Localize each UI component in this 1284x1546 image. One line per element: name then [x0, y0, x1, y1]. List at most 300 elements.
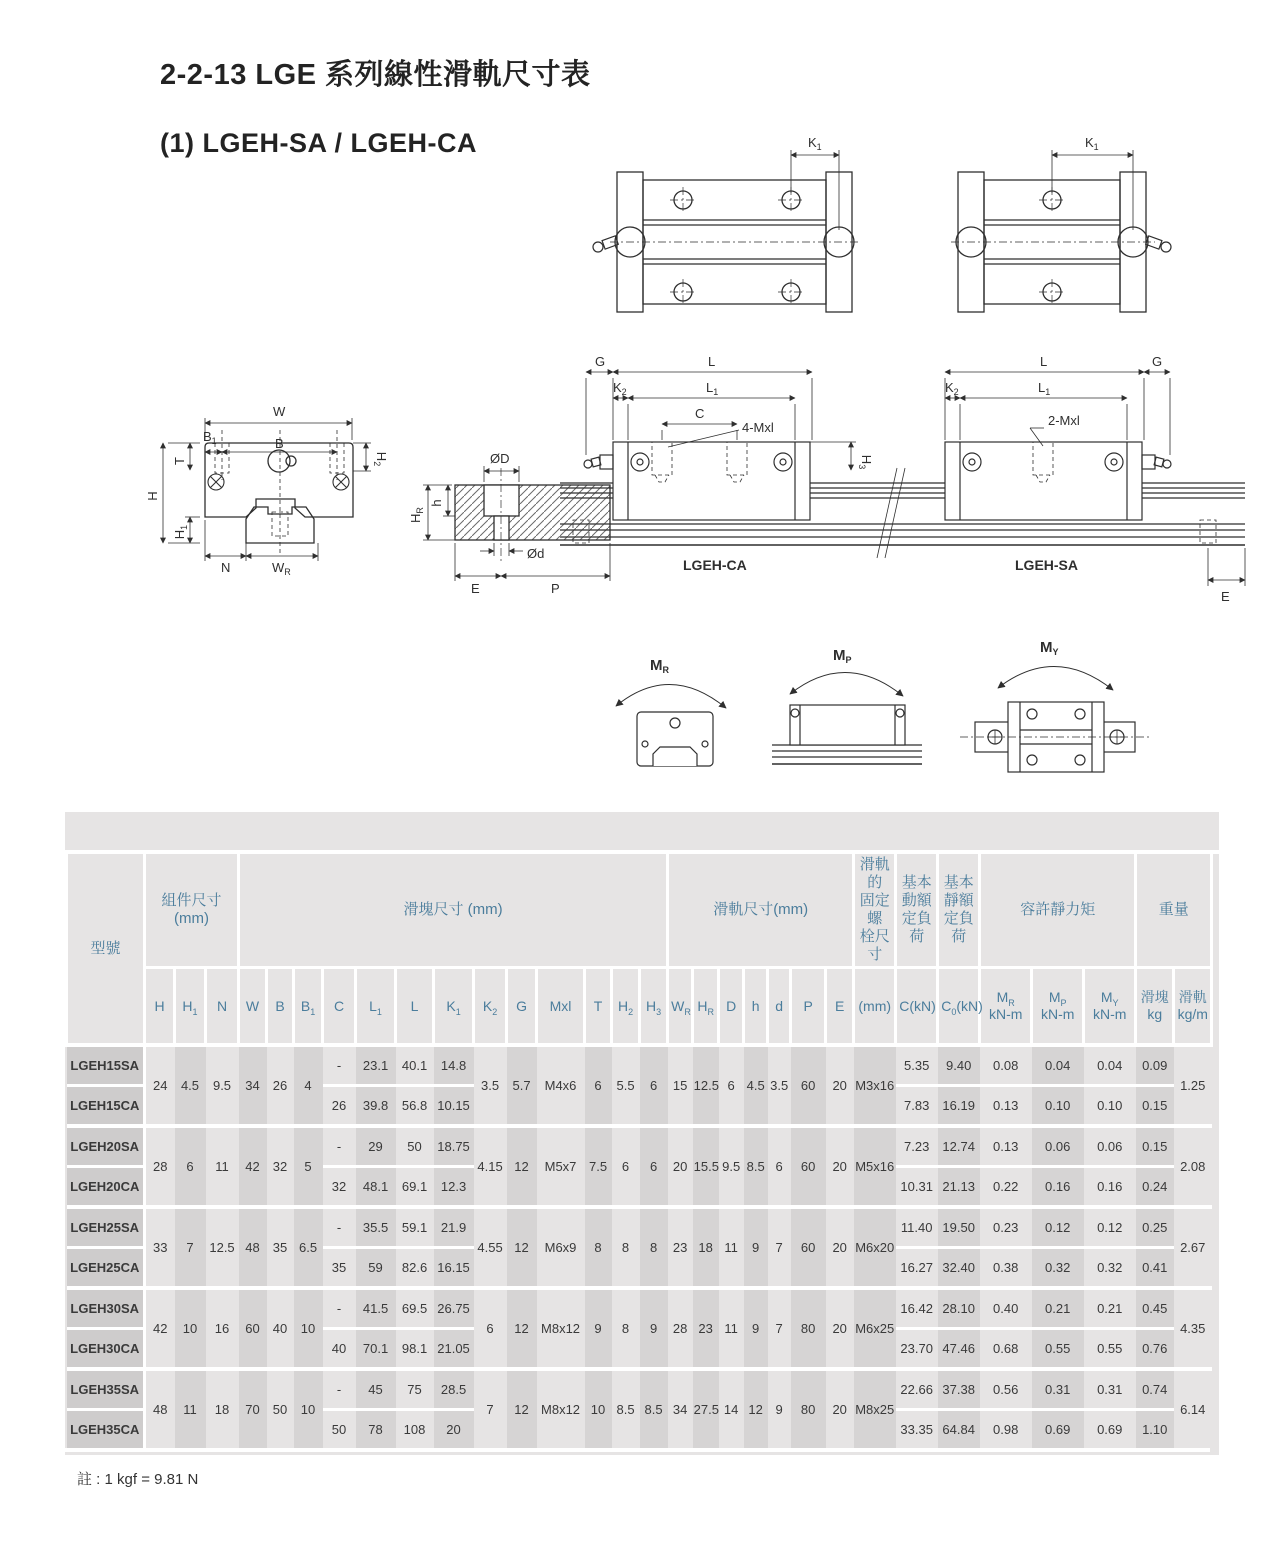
- bolt-label-line1: 滑軌的: [859, 856, 890, 891]
- value-cell-MP: 0.12: [1032, 1207, 1084, 1248]
- side-view-sa-block: [945, 442, 1171, 520]
- dim-label-h: H: [145, 491, 160, 501]
- col-group-weight: 重量: [1136, 854, 1212, 968]
- dim-label-c: C: [695, 406, 705, 421]
- value-cell-H3: 8: [640, 1207, 668, 1288]
- value-cell-C_kN: 33.35: [896, 1410, 938, 1449]
- value-cell-MY: 0.55: [1084, 1329, 1136, 1370]
- bolt-label-line2: 固定螺: [859, 892, 890, 927]
- value-cell-L1: 78: [356, 1410, 396, 1449]
- value-cell-C_kN: 5.35: [896, 1045, 938, 1086]
- value-cell-C: 50: [323, 1410, 356, 1449]
- value-cell-L: 56.8: [396, 1086, 434, 1127]
- value-cell-W: 42: [239, 1126, 267, 1207]
- value-cell-H1: 10: [175, 1288, 206, 1369]
- col-subheader-C_kN: C(kN): [896, 968, 938, 1046]
- value-cell-B1: 10: [294, 1369, 323, 1448]
- value-cell-block_kg: 1.10: [1136, 1410, 1174, 1449]
- value-cell-bolt: M5x16: [854, 1126, 896, 1207]
- model-cell: LGEH15SA: [67, 1045, 145, 1086]
- col-subheader-Mxl: Mxl: [537, 968, 585, 1046]
- model-cell: LGEH20SA: [67, 1126, 145, 1167]
- dim-label-t: T: [172, 457, 187, 465]
- value-cell-H2: 6: [612, 1126, 640, 1207]
- col-subheader-T: T: [585, 968, 612, 1046]
- callout-2mxl: 2-Mxl: [1048, 413, 1080, 428]
- value-cell-C0_kN: 47.46: [938, 1329, 980, 1370]
- value-cell-C0_kN: 37.38: [938, 1369, 980, 1410]
- value-cell-L1: 59: [356, 1248, 396, 1289]
- value-cell-WR: 15: [668, 1045, 693, 1126]
- value-cell-G: 12: [507, 1369, 537, 1448]
- value-cell-G: 12: [507, 1288, 537, 1369]
- value-cell-WR: 34: [668, 1369, 693, 1448]
- value-cell-block_kg: 0.25: [1136, 1207, 1174, 1248]
- value-cell-Mxl: M5x7: [537, 1126, 585, 1207]
- value-cell-B: 32: [267, 1126, 294, 1207]
- value-cell-E: 20: [826, 1288, 854, 1369]
- col-subheader-C0_kN: $C_0(kN)$: [938, 968, 980, 1046]
- model-cell: LGEH30SA: [67, 1288, 145, 1329]
- dim-label-g: G: [595, 354, 606, 369]
- dim-label-p: P: [551, 581, 560, 596]
- col-subheader-N: N: [206, 968, 239, 1046]
- value-cell-C_kN: 7.83: [896, 1086, 938, 1127]
- value-cell-bolt: M3x16: [854, 1045, 896, 1126]
- dim-label-k2: $K_2$: [945, 380, 959, 397]
- value-cell-C_kN: 23.70: [896, 1329, 938, 1370]
- col-subheader-H: H: [145, 968, 175, 1046]
- value-cell-h: 9: [744, 1207, 768, 1288]
- dim-label-dia-d: ØD: [490, 451, 510, 466]
- dim-label-h-depth: h: [429, 499, 444, 507]
- col-subheader-L: L: [396, 968, 434, 1046]
- value-cell-block_kg: 0.41: [1136, 1248, 1174, 1289]
- value-cell-K2: 7: [474, 1369, 507, 1448]
- value-cell-C: -: [323, 1288, 356, 1329]
- table-row: [67, 1288, 1212, 1329]
- model-cell: LGEH25CA: [67, 1248, 145, 1289]
- value-cell-D: 11: [719, 1207, 744, 1288]
- value-cell-C0_kN: 19.50: [938, 1207, 980, 1248]
- model-cell: LGEH30CA: [67, 1329, 145, 1370]
- value-cell-L: 40.1: [396, 1045, 434, 1086]
- value-cell-C0_kN: 16.19: [938, 1086, 980, 1127]
- value-cell-h: 12: [744, 1369, 768, 1448]
- value-cell-MP: 0.04: [1032, 1045, 1084, 1086]
- col-subheader-H2: $H_2$: [612, 968, 640, 1046]
- value-cell-MR: 0.13: [980, 1126, 1032, 1167]
- col-subheader-H1: $H_1$: [175, 968, 206, 1046]
- view-label-sa: LGEH-SA: [1015, 557, 1078, 573]
- value-cell-N: 16: [206, 1288, 239, 1369]
- value-cell-P: 60: [791, 1207, 826, 1288]
- value-cell-E: 20: [826, 1369, 854, 1448]
- value-cell-block_kg: 0.74: [1136, 1369, 1174, 1410]
- value-cell-T: 10: [585, 1369, 612, 1448]
- value-cell-block_kg: 0.24: [1136, 1167, 1174, 1208]
- value-cell-MR: 0.13: [980, 1086, 1032, 1127]
- value-cell-MR: 0.56: [980, 1369, 1032, 1410]
- value-cell-C_kN: 22.66: [896, 1369, 938, 1410]
- value-cell-WR: 28: [668, 1288, 693, 1369]
- value-cell-bolt: M8x25: [854, 1369, 896, 1448]
- col-subheader-MR: $M_R$ kN-m: [980, 968, 1032, 1046]
- value-cell-C_kN: 16.42: [896, 1288, 938, 1329]
- model-cell: LGEH35SA: [67, 1369, 145, 1410]
- value-cell-C: 35: [323, 1248, 356, 1289]
- value-cell-K1: 20: [434, 1410, 474, 1449]
- value-cell-H: 24: [145, 1045, 175, 1126]
- col-subheader-h: h: [744, 968, 768, 1046]
- value-cell-MP: 0.32: [1032, 1248, 1084, 1289]
- moment-mp-diagram: [772, 647, 922, 764]
- table-top-strip: [65, 812, 1219, 850]
- col-subheader-bolt: (mm): [854, 968, 896, 1046]
- moment-label-mr: $M_R$: [650, 657, 669, 675]
- value-cell-C0_kN: 12.74: [938, 1126, 980, 1167]
- value-cell-MY: 0.69: [1084, 1410, 1136, 1449]
- value-cell-H3: 8.5: [640, 1369, 668, 1448]
- value-cell-block_kg: 0.15: [1136, 1126, 1174, 1167]
- value-cell-d: 7: [768, 1207, 791, 1288]
- col-subheader-E: E: [826, 968, 854, 1046]
- grease-nipple-icon: [1142, 455, 1171, 469]
- value-cell-K1: 26.75: [434, 1288, 474, 1329]
- col-subheader-block_kg: 滑塊 kg: [1136, 968, 1174, 1046]
- grease-nipple-icon: [584, 455, 613, 469]
- value-cell-L: 69.5: [396, 1288, 434, 1329]
- static-label-line2: 靜額: [943, 892, 974, 909]
- view-label-ca: LGEH-CA: [683, 557, 747, 573]
- table-row: [67, 1369, 1212, 1410]
- value-cell-MY: 0.32: [1084, 1248, 1136, 1289]
- value-cell-MR: 0.38: [980, 1248, 1032, 1289]
- footnote: 註 : 1 kgf = 9.81 N: [77, 1471, 199, 1488]
- moment-my-diagram: [960, 639, 1150, 772]
- dim-label-h3: $H_3$: [857, 454, 874, 470]
- col-subheader-MY: $M_Y$ kN-m: [1084, 968, 1136, 1046]
- value-cell-L: 98.1: [396, 1329, 434, 1370]
- value-cell-H2: 8: [612, 1207, 640, 1288]
- col-subheader-HR: $H_R$: [693, 968, 719, 1046]
- value-cell-B: 26: [267, 1045, 294, 1126]
- value-cell-C_kN: 10.31: [896, 1167, 938, 1208]
- value-cell-B1: 5: [294, 1126, 323, 1207]
- dim-label-wr: $W_R$: [272, 560, 291, 577]
- side-screw-icon: [208, 474, 349, 490]
- table-row: [67, 1045, 1212, 1086]
- dim-label-k1: $K_1$: [808, 135, 822, 152]
- value-cell-C0_kN: 28.10: [938, 1288, 980, 1329]
- value-cell-K1: 18.75: [434, 1126, 474, 1167]
- value-cell-MY: 0.31: [1084, 1369, 1136, 1410]
- value-cell-block_kg: 0.45: [1136, 1288, 1174, 1329]
- table-row: [67, 1207, 1212, 1248]
- value-cell-L: 69.1: [396, 1167, 434, 1208]
- value-cell-H2: 8: [612, 1288, 640, 1369]
- col-subheader-WR: $W_R$: [668, 968, 693, 1046]
- static-label-line3: 定負荷: [943, 910, 974, 945]
- value-cell-E: 20: [826, 1207, 854, 1288]
- value-cell-K1: 12.3: [434, 1167, 474, 1208]
- value-cell-C: 26: [323, 1086, 356, 1127]
- value-cell-P: 80: [791, 1288, 826, 1369]
- value-cell-L1: 29: [356, 1126, 396, 1167]
- table-body: [67, 1045, 1212, 1448]
- value-cell-rail_kg_m: 1.25: [1174, 1045, 1212, 1126]
- value-cell-K2: 4.55: [474, 1207, 507, 1288]
- value-cell-MP: 0.06: [1032, 1126, 1084, 1167]
- value-cell-D: 11: [719, 1288, 744, 1369]
- value-cell-W: 48: [239, 1207, 267, 1288]
- value-cell-Mxl: M8x12: [537, 1288, 585, 1369]
- dimension-table: [65, 854, 1213, 1448]
- bolt-label-line3: 栓尺寸: [859, 928, 890, 963]
- col-subheader-C: C: [323, 968, 356, 1046]
- value-cell-rail_kg_m: 6.14: [1174, 1369, 1212, 1448]
- spec-table-container: [65, 812, 1219, 1488]
- value-cell-H3: 6: [640, 1126, 668, 1207]
- value-cell-L: 50: [396, 1126, 434, 1167]
- value-cell-WR: 20: [668, 1126, 693, 1207]
- value-cell-C0_kN: 32.40: [938, 1248, 980, 1289]
- col-group-static-load: [938, 854, 980, 968]
- col-group-bolt: [854, 854, 896, 968]
- value-cell-D: 14: [719, 1369, 744, 1448]
- col-subheader-K2: $K_2$: [474, 968, 507, 1046]
- value-cell-d: 7: [768, 1288, 791, 1369]
- value-cell-K1: 28.5: [434, 1369, 474, 1410]
- value-cell-L: 59.1: [396, 1207, 434, 1248]
- value-cell-L1: 39.8: [356, 1086, 396, 1127]
- value-cell-MY: 0.04: [1084, 1045, 1136, 1086]
- col-subheader-B: B: [267, 968, 294, 1046]
- value-cell-MY: 0.21: [1084, 1288, 1136, 1329]
- dim-label-h2: $H_2$: [372, 451, 389, 467]
- value-cell-H1: 4.5: [175, 1045, 206, 1126]
- value-cell-L1: 48.1: [356, 1167, 396, 1208]
- dim-label-k1: $K_1$: [1085, 135, 1099, 152]
- value-cell-MY: 0.10: [1084, 1086, 1136, 1127]
- value-cell-HR: 23: [693, 1288, 719, 1369]
- dim-label-l: L: [1040, 354, 1048, 369]
- value-cell-W: 70: [239, 1369, 267, 1448]
- value-cell-h: 9: [744, 1288, 768, 1369]
- value-cell-MP: 0.69: [1032, 1410, 1084, 1449]
- value-cell-C: -: [323, 1045, 356, 1086]
- dim-label-dia-d-small: Ød: [527, 546, 545, 561]
- assembly-label-line2: (mm): [174, 910, 209, 927]
- value-cell-WR: 23: [668, 1207, 693, 1288]
- table-bottom-rule: [65, 1448, 1210, 1452]
- value-cell-E: 20: [826, 1126, 854, 1207]
- col-subheader-d: d: [768, 968, 791, 1046]
- value-cell-H: 28: [145, 1126, 175, 1207]
- value-cell-P: 60: [791, 1045, 826, 1126]
- value-cell-N: 12.5: [206, 1207, 239, 1288]
- col-subheader-H3: $H_3$: [640, 968, 668, 1046]
- value-cell-N: 11: [206, 1126, 239, 1207]
- value-cell-L: 75: [396, 1369, 434, 1410]
- section-subtitle: (1) LGEH-SA / LGEH-CA: [160, 128, 477, 158]
- value-cell-B1: 4: [294, 1045, 323, 1126]
- value-cell-MR: 0.23: [980, 1207, 1032, 1248]
- value-cell-T: 9: [585, 1288, 612, 1369]
- dim-label-h1: $H_1$: [172, 524, 189, 540]
- value-cell-G: 12: [507, 1207, 537, 1288]
- col-subheader-P: P: [791, 968, 826, 1046]
- value-cell-MP: 0.10: [1032, 1086, 1084, 1127]
- col-header-model: 型號: [67, 854, 145, 1045]
- dim-label-e: E: [471, 581, 480, 596]
- value-cell-L1: 45: [356, 1369, 396, 1410]
- side-view-rail: [560, 354, 1245, 604]
- value-cell-C0_kN: 64.84: [938, 1410, 980, 1449]
- value-cell-C: -: [323, 1207, 356, 1248]
- dim-label-b: B: [275, 436, 284, 451]
- model-cell: LGEH20CA: [67, 1167, 145, 1208]
- value-cell-K2: 4.15: [474, 1126, 507, 1207]
- col-group-block: 滑塊尺寸 (mm): [239, 854, 668, 968]
- model-cell: LGEH15CA: [67, 1086, 145, 1127]
- dim-label-g: G: [1152, 354, 1163, 369]
- value-cell-block_kg: 0.76: [1136, 1329, 1174, 1370]
- value-cell-H1: 7: [175, 1207, 206, 1288]
- value-cell-block_kg: 0.09: [1136, 1045, 1174, 1086]
- value-cell-B: 40: [267, 1288, 294, 1369]
- moment-label-my: $M_Y$: [1040, 639, 1059, 657]
- page-title: 2-2-13 LGE 系列線性滑軌尺寸表: [160, 59, 591, 91]
- value-cell-d: 6: [768, 1126, 791, 1207]
- value-cell-MR: 0.40: [980, 1288, 1032, 1329]
- grease-nipple-icon: [1146, 236, 1171, 252]
- col-subheader-D: D: [719, 968, 744, 1046]
- dim-label-l: L: [708, 354, 716, 369]
- value-cell-MP: 0.16: [1032, 1167, 1084, 1208]
- value-cell-MR: 0.98: [980, 1410, 1032, 1449]
- value-cell-P: 80: [791, 1369, 826, 1448]
- dim-label-l1: $L_1$: [706, 380, 719, 397]
- value-cell-N: 9.5: [206, 1045, 239, 1126]
- value-cell-C: -: [323, 1369, 356, 1410]
- value-cell-rail_kg_m: 2.08: [1174, 1126, 1212, 1207]
- static-label-line1: 基本: [943, 874, 974, 891]
- value-cell-HR: 27.5: [693, 1369, 719, 1448]
- value-cell-C0_kN: 9.40: [938, 1045, 980, 1086]
- value-cell-MP: 0.55: [1032, 1329, 1084, 1370]
- value-cell-H3: 9: [640, 1288, 668, 1369]
- col-subheader-G: G: [507, 968, 537, 1046]
- value-cell-C_kN: 11.40: [896, 1207, 938, 1248]
- dim-label-e: E: [1221, 589, 1230, 604]
- value-cell-B: 35: [267, 1207, 294, 1288]
- dim-label-l1: $L_1$: [1038, 380, 1051, 397]
- value-cell-C0_kN: 21.13: [938, 1167, 980, 1208]
- value-cell-L1: 35.5: [356, 1207, 396, 1248]
- col-group-assembly: [145, 854, 239, 968]
- moment-mr-diagram: [616, 657, 726, 766]
- dim-label-n: N: [221, 560, 231, 575]
- value-cell-HR: 18: [693, 1207, 719, 1288]
- value-cell-E: 20: [826, 1045, 854, 1126]
- value-cell-L1: 70.1: [356, 1329, 396, 1370]
- value-cell-L1: 41.5: [356, 1288, 396, 1329]
- dim-label-b1: $B_1$: [203, 429, 217, 446]
- col-subheader-W: W: [239, 968, 267, 1046]
- value-cell-C_kN: 7.23: [896, 1126, 938, 1167]
- value-cell-MY: 0.16: [1084, 1167, 1136, 1208]
- value-cell-H: 48: [145, 1369, 175, 1448]
- value-cell-MR: 0.68: [980, 1329, 1032, 1370]
- col-subheader-rail_kg_m: 滑軌 kg/m: [1174, 968, 1212, 1046]
- value-cell-C: -: [323, 1126, 356, 1167]
- col-group-moment: 容許靜力矩: [980, 854, 1136, 968]
- col-subheader-K1: $K_1$: [434, 968, 474, 1046]
- value-cell-MR: 0.22: [980, 1167, 1032, 1208]
- dim-label-w: W: [273, 404, 286, 419]
- value-cell-bolt: M6x25: [854, 1288, 896, 1369]
- value-cell-d: 9: [768, 1369, 791, 1448]
- value-cell-D: 6: [719, 1045, 744, 1126]
- value-cell-H2: 5.5: [612, 1045, 640, 1126]
- value-cell-L: 108: [396, 1410, 434, 1449]
- value-cell-rail_kg_m: 4.35: [1174, 1288, 1212, 1369]
- col-subheader-MP: $M_P$ kN-m: [1032, 968, 1084, 1046]
- col-group-dynamic-load: [896, 854, 938, 968]
- top-view-ca-block: [593, 135, 860, 312]
- value-cell-rail_kg_m: 2.67: [1174, 1207, 1212, 1288]
- value-cell-C_kN: 16.27: [896, 1248, 938, 1289]
- assembly-label-line1: 組件尺寸: [161, 892, 222, 909]
- value-cell-Mxl: M4x6: [537, 1045, 585, 1126]
- value-cell-K1: 14.8: [434, 1045, 474, 1086]
- value-cell-K2: 3.5: [474, 1045, 507, 1126]
- dim-label-k2: $K_2$: [613, 380, 627, 397]
- moment-label-mp: $M_P$: [833, 647, 852, 665]
- value-cell-H1: 11: [175, 1369, 206, 1448]
- side-view-ca-block: [584, 442, 810, 520]
- value-cell-MP: 0.21: [1032, 1288, 1084, 1329]
- value-cell-P: 60: [791, 1126, 826, 1207]
- value-cell-H3: 6: [640, 1045, 668, 1126]
- value-cell-H2: 8.5: [612, 1369, 640, 1448]
- value-cell-h: 8.5: [744, 1126, 768, 1207]
- value-cell-G: 12: [507, 1126, 537, 1207]
- value-cell-W: 34: [239, 1045, 267, 1126]
- value-cell-W: 60: [239, 1288, 267, 1369]
- dim-label-hr: $H_R$: [408, 507, 425, 523]
- value-cell-H: 42: [145, 1288, 175, 1369]
- dynamic-label-line2: 動額: [901, 892, 932, 909]
- value-cell-Mxl: M6x9: [537, 1207, 585, 1288]
- top-view-sa-block: [951, 135, 1171, 312]
- value-cell-bolt: M6x20: [854, 1207, 896, 1288]
- value-cell-T: 7.5: [585, 1126, 612, 1207]
- callout-4mxl: 4-Mxl: [742, 420, 774, 435]
- value-cell-K2: 6: [474, 1288, 507, 1369]
- value-cell-K1: 21.05: [434, 1329, 474, 1370]
- value-cell-T: 6: [585, 1045, 612, 1126]
- value-cell-K1: 21.9: [434, 1207, 474, 1248]
- value-cell-B1: 10: [294, 1288, 323, 1369]
- value-cell-L: 82.6: [396, 1248, 434, 1289]
- value-cell-T: 8: [585, 1207, 612, 1288]
- value-cell-HR: 15.5: [693, 1126, 719, 1207]
- col-subheader-B1: $B_1$: [294, 968, 323, 1046]
- value-cell-d: 3.5: [768, 1045, 791, 1126]
- value-cell-HR: 12.5: [693, 1045, 719, 1126]
